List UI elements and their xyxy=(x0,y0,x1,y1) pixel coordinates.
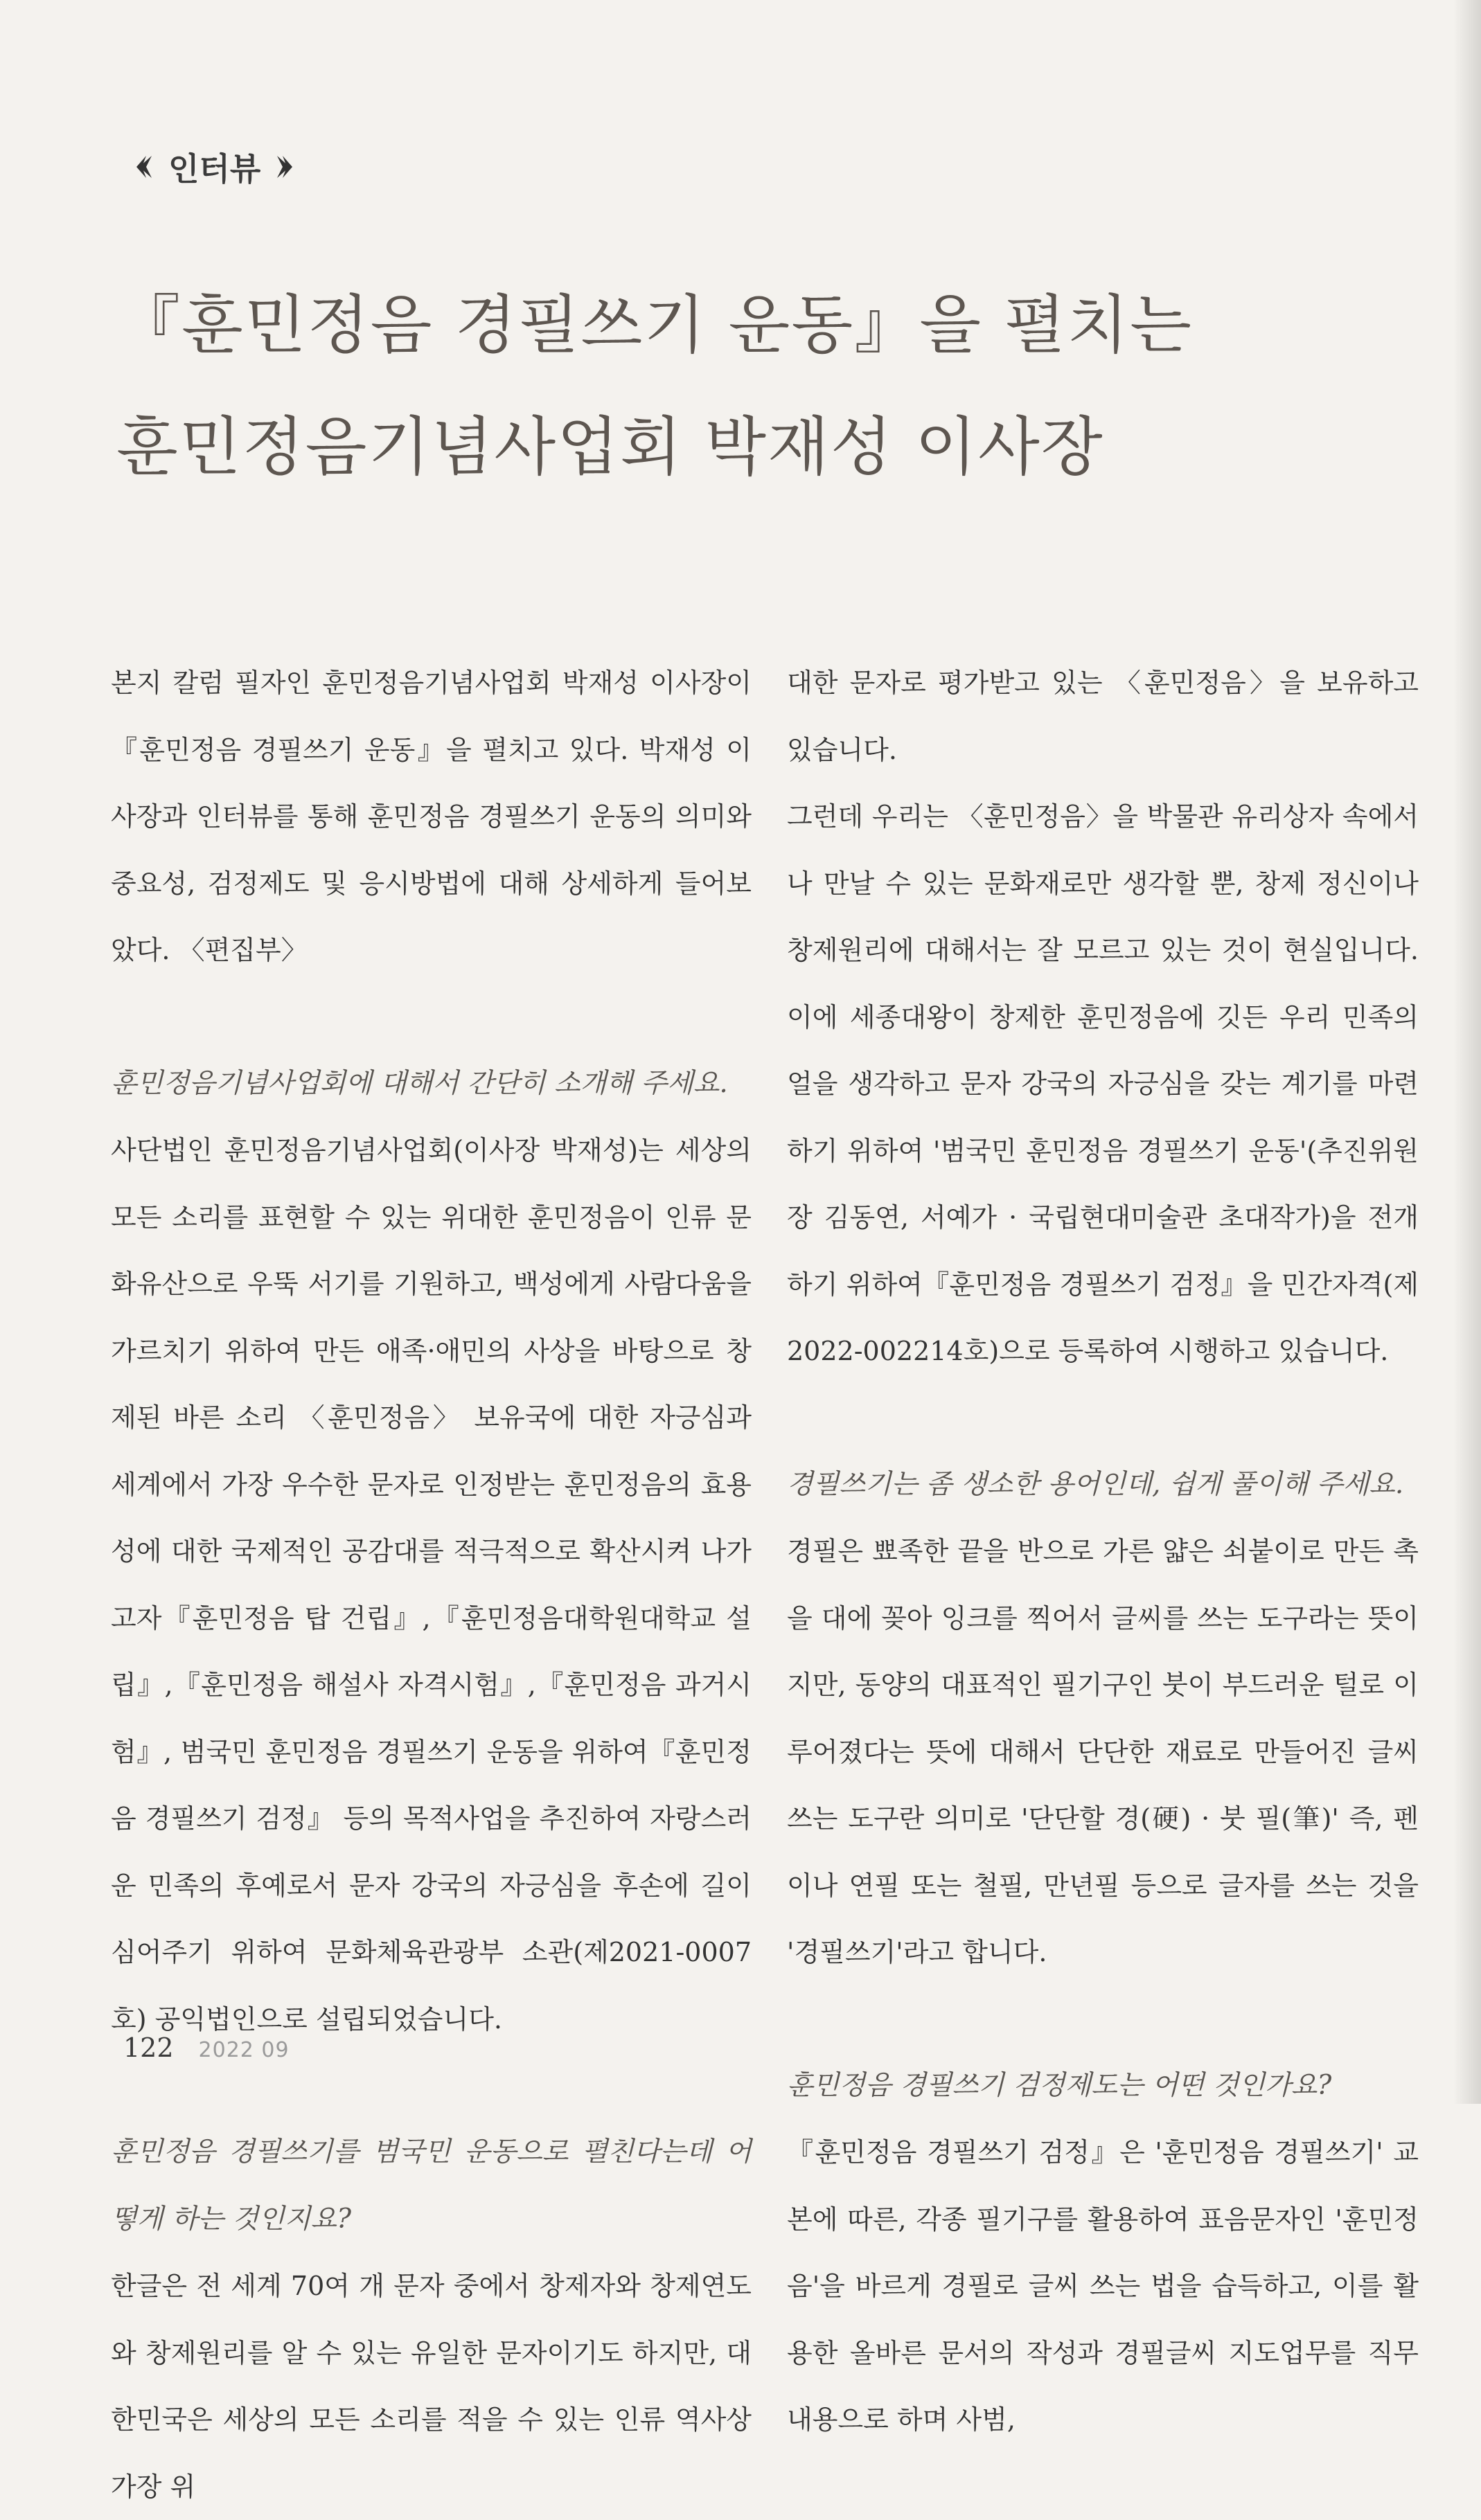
headline-line-2: 훈민정음기념사업회 박재성 이사장 xyxy=(116,410,1104,484)
right-column xyxy=(787,650,1419,2454)
section-label: 인터뷰 xyxy=(168,150,261,188)
issue-date: 2022 09 xyxy=(198,2038,290,2062)
answer-4: 『훈민정음 경필쓰기 검정』은 '훈민정음 경필쓰기' 교본에 따른, 각종 필기구를 활용하여 표음문자인 '훈민정음'을 바르게 경필로 글씨 쓰는 법을 습득하고, 이를 활용한 올바른 문서의 작성과 경필글씨 지도업무를 직무내용으로 하며 사범, xyxy=(787,2137,1419,2435)
section-tag xyxy=(135,144,294,190)
page-number: 122 xyxy=(123,2032,174,2063)
right-bracket-icon xyxy=(276,154,294,179)
answer-3: 경필은 뾰족한 끝을 반으로 가른 얇은 쇠붙이로 만든 촉을 대에 꽂아 잉크를 찍어서 글씨를 쓰는 도구라는 뜻이지만, 동양의 대표적인 필기구인 붓이 부드러운 털로 이루어졌다는 뜻에 대해서 단단한 재료로 만들어진 글씨 쓰는 도구란 의미로 '단단할 경(硬) · 붓 필(筆)' 즉, 펜이나 연필 또는 철필, 만년필 등으로 글자를 쓰는 것을 '경필쓰기'라고 합니다. xyxy=(787,1536,1419,1967)
question-4: 훈민정음 경필쓰기 검정제도는 어떤 것인가요? xyxy=(787,2069,1332,2101)
page-footer xyxy=(123,2032,290,2063)
left-column xyxy=(111,650,752,2520)
intro-paragraph: 본지 칼럼 필자인 훈민정음기념사업회 박재성 이사장이『훈민정음 경필쓰기 운동』을 펼치고 있다. 박재성 이사장과 인터뷰를 통해 훈민정음 경필쓰기 운동의 의미와 중요성, 검정제도 및 응시방법에 대해 상세하게 들어보았다. 〈편집부〉 xyxy=(111,668,752,965)
question-1: 훈민정음기념사업회에 대해서 간단히 소개해 주세요. xyxy=(111,1067,728,1099)
headline-line-1: 『훈민정음 경필쓰기 운동』을 펼치는 xyxy=(116,288,1193,362)
headline xyxy=(116,265,1363,508)
left-bracket-icon xyxy=(135,154,153,179)
question-3: 경필쓰기는 좀 생소한 용어인데, 쉽게 풀이해 주세요. xyxy=(787,1468,1404,1500)
answer-1: 사단법인 훈민정음기념사업회(이사장 박재성)는 세상의 모든 소리를 표현할 수 있는 위대한 훈민정음이 인류 문화유산으로 우뚝 서기를 기원하고, 백성에게 사람다움을 가르치기 위하여 만든 애족·애민의 사상을 바탕으로 창제된 바른 소리 〈훈민정음〉 보유국에 대한 자긍심과 세계에서 가장 우수한 문자로 인정받는 훈민정음의 효용성에 대한 국제적인 공감대를 적극적으로 확산시켜 나가고자『훈민정음 탑 건립』,『훈민정음대학원대학교 설립』,『훈민정음 해설사 자격시험』,『훈민정음 과거시험』, 범국민 훈민정음 경필쓰기 운동을 위하여『훈민정음 경필쓰기 검정』 등의 목적사업을 추진하여 자랑스러운 민족의 후예로서 문자 강국의 자긍심을 후손에 길이 심어주기 위하여 문화체육관광부 소관(제2021-0007호) 공익법인으로 설립되었습니다. xyxy=(111,1135,752,2035)
answer-2-paragraph-2: 그런데 우리는 〈훈민정음〉을 박물관 유리상자 속에서나 만날 수 있는 문화재로만 생각할 뿐, 창제 정신이나 창제원리에 대해서는 잘 모르고 있는 것이 현실입니다. 이에 세종대왕이 창제한 훈민정음에 깃든 우리 민족의 얼을 생각하고 문자 강국의 자긍심을 갖는 계기를 마련하기 위하여 '범국민 훈민정음 경필쓰기 운동'(추진위원장 김동연, 서예가 · 국립현대미술관 초대작가)을 전개하기 위하여『훈민정음 경필쓰기 검정』을 민간자격(제2022-002214호)으로 등록하여 시행하고 있습니다. xyxy=(787,801,1419,1366)
answer-2: 한글은 전 세계 70여 개 문자 중에서 창제자와 창제연도와 창제원리를 알 수 있는 유일한 문자이기도 하지만, 대한민국은 세상의 모든 소리를 적을 수 있는 인류 역사상 가장 위 xyxy=(111,2271,752,2502)
answer-2-continued: 대한 문자로 평가받고 있는 〈훈민정음〉을 보유하고 있습니다. xyxy=(787,668,1419,765)
page-gutter-shadow xyxy=(1453,0,1481,2104)
question-2: 훈민정음 경필쓰기를 범국민 운동으로 펼친다는데 어떻게 하는 것인지요? xyxy=(111,2136,752,2235)
